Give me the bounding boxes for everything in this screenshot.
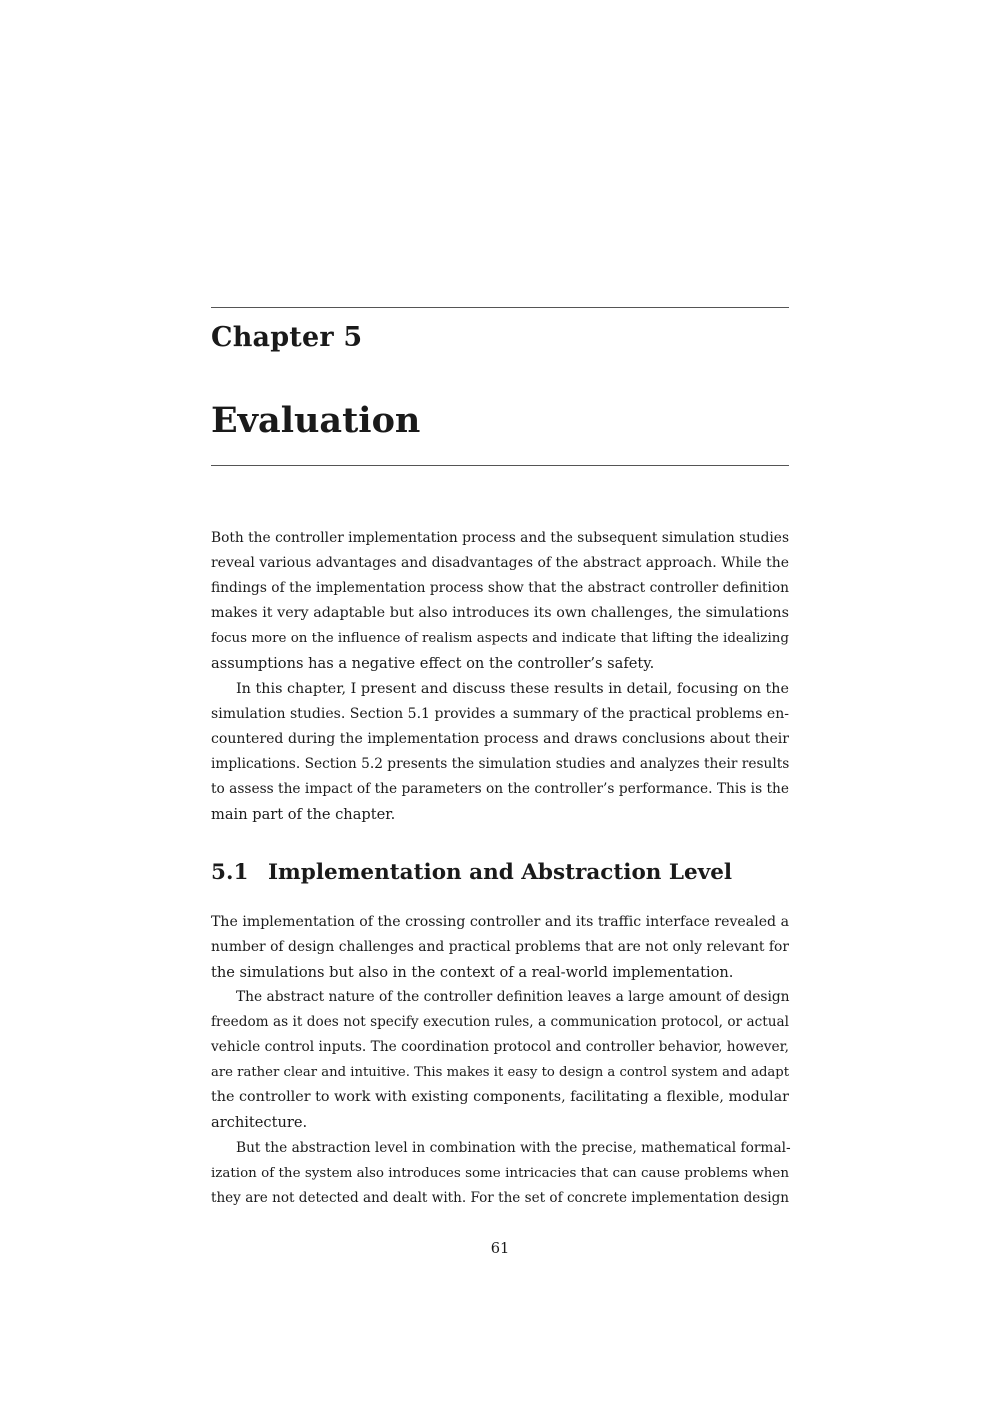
section-paragraph-3 [211, 1136, 789, 1211]
text-line: simulation studies. Section 5.1 provides a summary of the practical problems en- [211, 706, 789, 723]
text-line: focus more on the influence of realism aspects and indicate that lifting the idealizing [211, 631, 789, 647]
text-line: main part of the chapter. [211, 806, 396, 824]
page-number: 61 [490, 1240, 510, 1257]
text-line: the simulations but also in the context of a real-world implementation. [211, 964, 734, 982]
text-line: reveal various advantages and disadvantages of the abstract approach. While the [211, 555, 789, 572]
text-line: But the abstraction level in combination with the precise, mathematical formal- [236, 1140, 791, 1156]
chapter-label: Chapter 5 [211, 322, 363, 353]
intro-paragraph-1 [211, 526, 789, 677]
text-line: countered during the implementation process and draws conclusions about their [211, 731, 789, 748]
section-heading [211, 860, 732, 885]
section-number: 5.1 [211, 860, 249, 885]
text-line: they are not detected and dealt with. For the set of concrete implementation design [211, 1190, 789, 1207]
text-line: The abstract nature of the controller definition leaves a large amount of design [236, 989, 790, 1005]
text-line: vehicle control inputs. The coordination protocol and controller behavior, however, [211, 1039, 789, 1056]
text-line: findings of the implementation process show that the abstract controller definition [211, 580, 789, 597]
text-line: In this chapter, I present and discuss these results in detail, focusing on the [236, 681, 789, 697]
text-line: makes it very adaptable but also introduces its own challenges, the simulations [211, 605, 789, 622]
chapter-title: Evaluation [211, 400, 421, 441]
section-title: Implementation and Abstraction Level [268, 860, 733, 885]
section-paragraph-1 [211, 910, 789, 985]
text-line: to assess the impact of the parameters on the controller’s performance. This is the [211, 781, 789, 798]
text-line: architecture. [211, 1114, 308, 1132]
text-line: implications. Section 5.2 presents the simulation studies and analyzes their results [211, 756, 790, 773]
text-line: freedom as it does not specify execution rules, a communication protocol, or actual [211, 1014, 789, 1031]
chapter-bottom-rule [211, 465, 789, 466]
intro-paragraph-2 [211, 677, 789, 828]
text-line: Both the controller implementation process and the subsequent simulation studies [211, 530, 789, 546]
text-line: number of design challenges and practical problems that are not only relevant for [211, 939, 789, 956]
text-line: ization of the system also introduces some intricacies that can cause problems when [211, 1166, 789, 1182]
text-line: The implementation of the crossing controller and its traffic interface revealed a [211, 914, 789, 930]
chapter-top-rule [211, 307, 789, 308]
text-line: assumptions has a negative effect on the controller’s safety. [211, 655, 655, 673]
text-line: are rather clear and intuitive. This makes it easy to design a control system and adapt [211, 1065, 789, 1081]
section-paragraph-2 [211, 985, 789, 1136]
text-line: the controller to work with existing components, facilitating a flexible, modular [211, 1089, 789, 1106]
